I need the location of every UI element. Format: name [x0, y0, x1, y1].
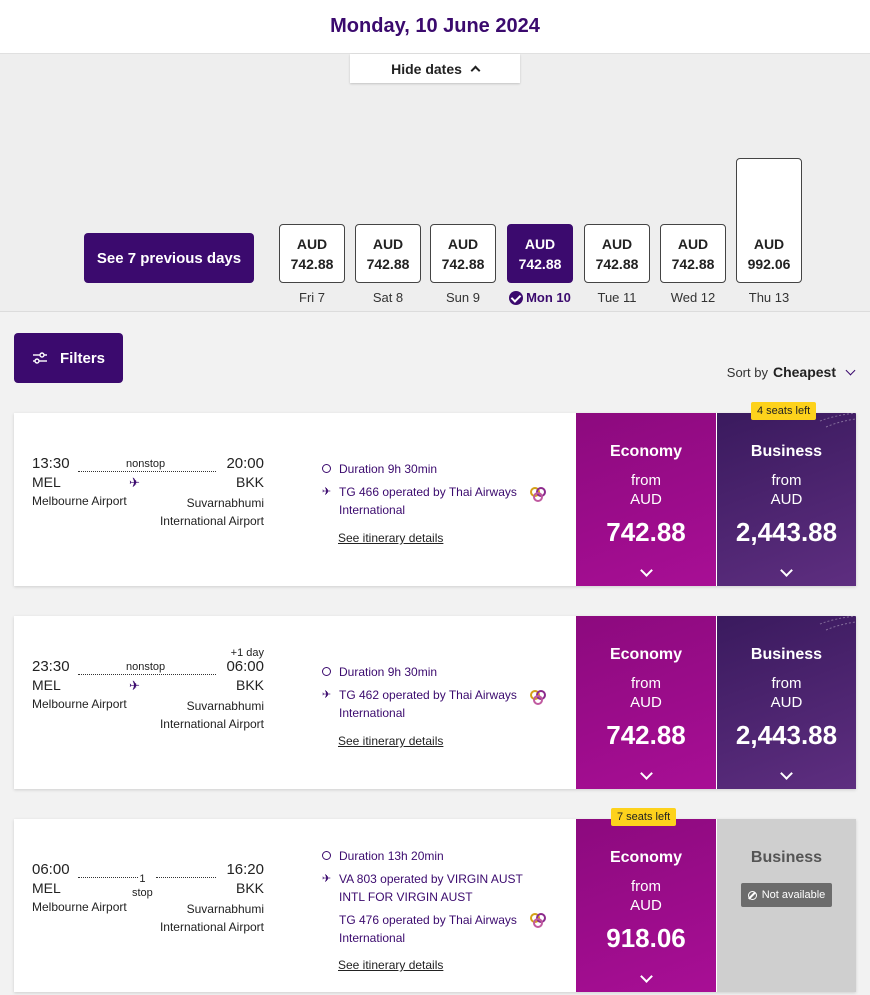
date-label: Wed 12	[670, 290, 716, 305]
route-line	[78, 674, 216, 675]
chevron-down-icon	[640, 564, 653, 577]
sort-prefix: Sort by	[726, 364, 768, 380]
cabin-name: Business	[750, 849, 823, 866]
arrival-airport: Suvarnabhumi International Airport	[159, 699, 264, 731]
fare-price: 742.88	[606, 517, 686, 547]
timer-icon	[322, 851, 331, 860]
from-label: from	[630, 675, 661, 692]
fare-price: 2,443.88	[735, 517, 838, 547]
chevron-up-icon	[470, 65, 480, 75]
departure-airport: Melbourne Airport	[32, 697, 127, 711]
arrival-code: BKK	[235, 677, 264, 693]
business-fare-unavailable	[717, 819, 856, 992]
decorative-lines-icon	[816, 616, 856, 636]
stops-word: stop	[132, 887, 153, 899]
filters-button[interactable]	[14, 333, 123, 383]
date-currency: AUD	[601, 236, 633, 252]
duration-row	[320, 460, 534, 479]
segment-operator: TG 476 operated by Thai Airways International	[339, 913, 517, 945]
fare-price: 742.88	[606, 720, 686, 750]
filter-sliders-icon	[32, 352, 48, 364]
from-label: from	[630, 472, 661, 489]
see-previous-days-button[interactable]: See 7 previous days	[84, 233, 254, 283]
flight-card	[14, 811, 856, 992]
date-label: Thu 13	[748, 290, 790, 305]
date-price-box-selected[interactable]	[507, 224, 573, 283]
filters-label: Filters	[59, 349, 105, 367]
chevron-down-icon	[640, 970, 653, 983]
segment-operator: TG 462 operated by Thai Airways International	[339, 688, 517, 720]
fare-price: 2,443.88	[735, 720, 838, 750]
arrival-airport: Suvarnabhumi International Airport	[159, 496, 264, 528]
plane-icon: ✈	[321, 486, 332, 498]
flight-card	[14, 405, 856, 586]
timer-icon	[322, 667, 331, 676]
page-header	[0, 0, 870, 54]
stops-count: 1	[139, 873, 146, 885]
flight-duration: Duration 9h 30min	[339, 462, 438, 476]
not-available-label: Not available	[761, 889, 826, 901]
arrival-time: 16:20	[226, 861, 264, 878]
date-price: 742.88	[290, 256, 334, 272]
stops-label: nonstop	[126, 458, 166, 470]
departure-code: MEL	[32, 677, 61, 693]
chevron-down-icon	[780, 767, 793, 780]
currency-label: AUD	[630, 694, 662, 711]
date-price-box[interactable]	[430, 224, 496, 283]
currency-label: AUD	[770, 694, 803, 711]
date-label: Sat 8	[372, 290, 404, 305]
segment-row	[320, 686, 534, 722]
thai-airways-logo-icon	[529, 688, 547, 706]
not-available-badge	[741, 883, 833, 907]
route-line	[156, 877, 216, 878]
cabin-name: Economy	[609, 646, 682, 663]
date-price-box[interactable]	[355, 224, 421, 283]
date-price: 742.88	[366, 256, 410, 272]
flight-duration: Duration 13h 20min	[339, 849, 444, 863]
date-label: Fri 7	[299, 290, 325, 305]
decorative-lines-icon	[816, 413, 856, 433]
departure-airport: Melbourne Airport	[32, 900, 127, 914]
next-day-indicator: +1 day	[230, 647, 264, 659]
segment-operator: VA 803 operated by VIRGIN AUST INTL FOR VIRGIN AUST	[339, 872, 523, 904]
date-label-selected	[497, 290, 583, 305]
itinerary-details-link[interactable]: See itinerary details	[338, 958, 444, 972]
arrival-airport: Suvarnabhumi International Airport	[159, 902, 264, 934]
economy-fare-button[interactable]	[576, 616, 716, 789]
check-circle-icon	[509, 291, 523, 305]
not-available-icon	[748, 891, 757, 900]
currency-label: AUD	[630, 491, 662, 508]
hide-dates-label: Hide dates	[391, 60, 462, 77]
thai-airways-logo-icon	[529, 485, 547, 503]
cabin-name: Business	[750, 646, 823, 663]
arrival-code: BKK	[235, 880, 264, 896]
departure-time: 13:30	[32, 455, 70, 472]
segment-row	[320, 911, 534, 947]
duration-row	[320, 847, 534, 866]
from-label: from	[771, 675, 802, 692]
plane-icon: ✈	[321, 873, 332, 885]
date-price: 992.06	[747, 256, 791, 272]
date-price: 742.88	[441, 256, 485, 272]
business-fare-button[interactable]	[717, 413, 856, 586]
date-currency: AUD	[447, 236, 479, 252]
chevron-down-icon	[780, 564, 793, 577]
date-currency: AUD	[524, 236, 556, 252]
chevron-down-icon	[640, 767, 653, 780]
date-currency: AUD	[753, 236, 785, 252]
date-price-box[interactable]	[584, 224, 650, 283]
economy-fare-button[interactable]	[576, 413, 716, 586]
stops-label: nonstop	[126, 661, 166, 673]
timer-icon	[322, 464, 331, 473]
hide-dates-button[interactable]	[350, 54, 520, 83]
seats-left-badge: 7 seats left	[611, 808, 676, 826]
date-label: Mon 10	[526, 290, 571, 305]
date-price-box[interactable]	[279, 224, 345, 283]
departure-airport: Melbourne Airport	[32, 494, 127, 508]
date-label: Sun 9	[446, 290, 480, 305]
arrival-time: 20:00	[226, 455, 264, 472]
route-line	[78, 877, 138, 878]
economy-fare-button[interactable]	[576, 819, 716, 992]
business-fare-button[interactable]	[717, 616, 856, 789]
departure-time: 06:00	[32, 861, 70, 878]
date-price-box[interactable]	[660, 224, 726, 283]
duration-row	[320, 663, 534, 682]
currency-label: AUD	[770, 491, 803, 508]
fare-price: 918.06	[606, 923, 686, 953]
flight-card	[14, 616, 856, 789]
date-currency: AUD	[372, 236, 404, 252]
chevron-down-icon	[846, 365, 856, 375]
itinerary-details-link[interactable]: See itinerary details	[338, 734, 444, 748]
plane-icon: ✈	[129, 475, 140, 490]
date-price-box[interactable]	[736, 158, 802, 283]
selected-date-title: Monday, 10 June 2024	[330, 15, 540, 37]
flight-duration: Duration 9h 30min	[339, 665, 438, 679]
date-label: Tue 11	[597, 290, 637, 305]
cabin-name: Economy	[609, 849, 682, 866]
route-line	[78, 471, 216, 472]
segment-row	[320, 870, 534, 906]
departure-time: 23:30	[32, 658, 70, 675]
arrival-time: 06:00	[226, 658, 264, 675]
date-currency: AUD	[677, 236, 709, 252]
currency-label: AUD	[630, 897, 662, 914]
segment-row	[320, 483, 534, 519]
stops-label	[132, 872, 153, 900]
itinerary-details-link[interactable]: See itinerary details	[338, 531, 444, 545]
from-label: from	[630, 878, 661, 895]
departure-code: MEL	[32, 474, 61, 490]
arrival-code: BKK	[235, 474, 264, 490]
date-price: 742.88	[518, 256, 562, 272]
plane-icon: ✈	[321, 689, 332, 701]
thai-airways-logo-icon	[529, 911, 547, 929]
plane-icon: ✈	[129, 678, 140, 693]
date-currency: AUD	[296, 236, 328, 252]
date-calendar	[0, 54, 870, 312]
departure-code: MEL	[32, 880, 61, 896]
seats-left-badge: 4 seats left	[751, 402, 816, 420]
sort-dropdown[interactable]	[727, 364, 854, 380]
cabin-name: Economy	[609, 443, 682, 460]
date-price: 742.88	[595, 256, 639, 272]
sort-value: Cheapest	[772, 364, 836, 380]
date-price: 742.88	[671, 256, 715, 272]
from-label: from	[771, 472, 802, 489]
cabin-name: Business	[750, 443, 823, 460]
segment-operator: TG 466 operated by Thai Airways International	[339, 485, 517, 517]
